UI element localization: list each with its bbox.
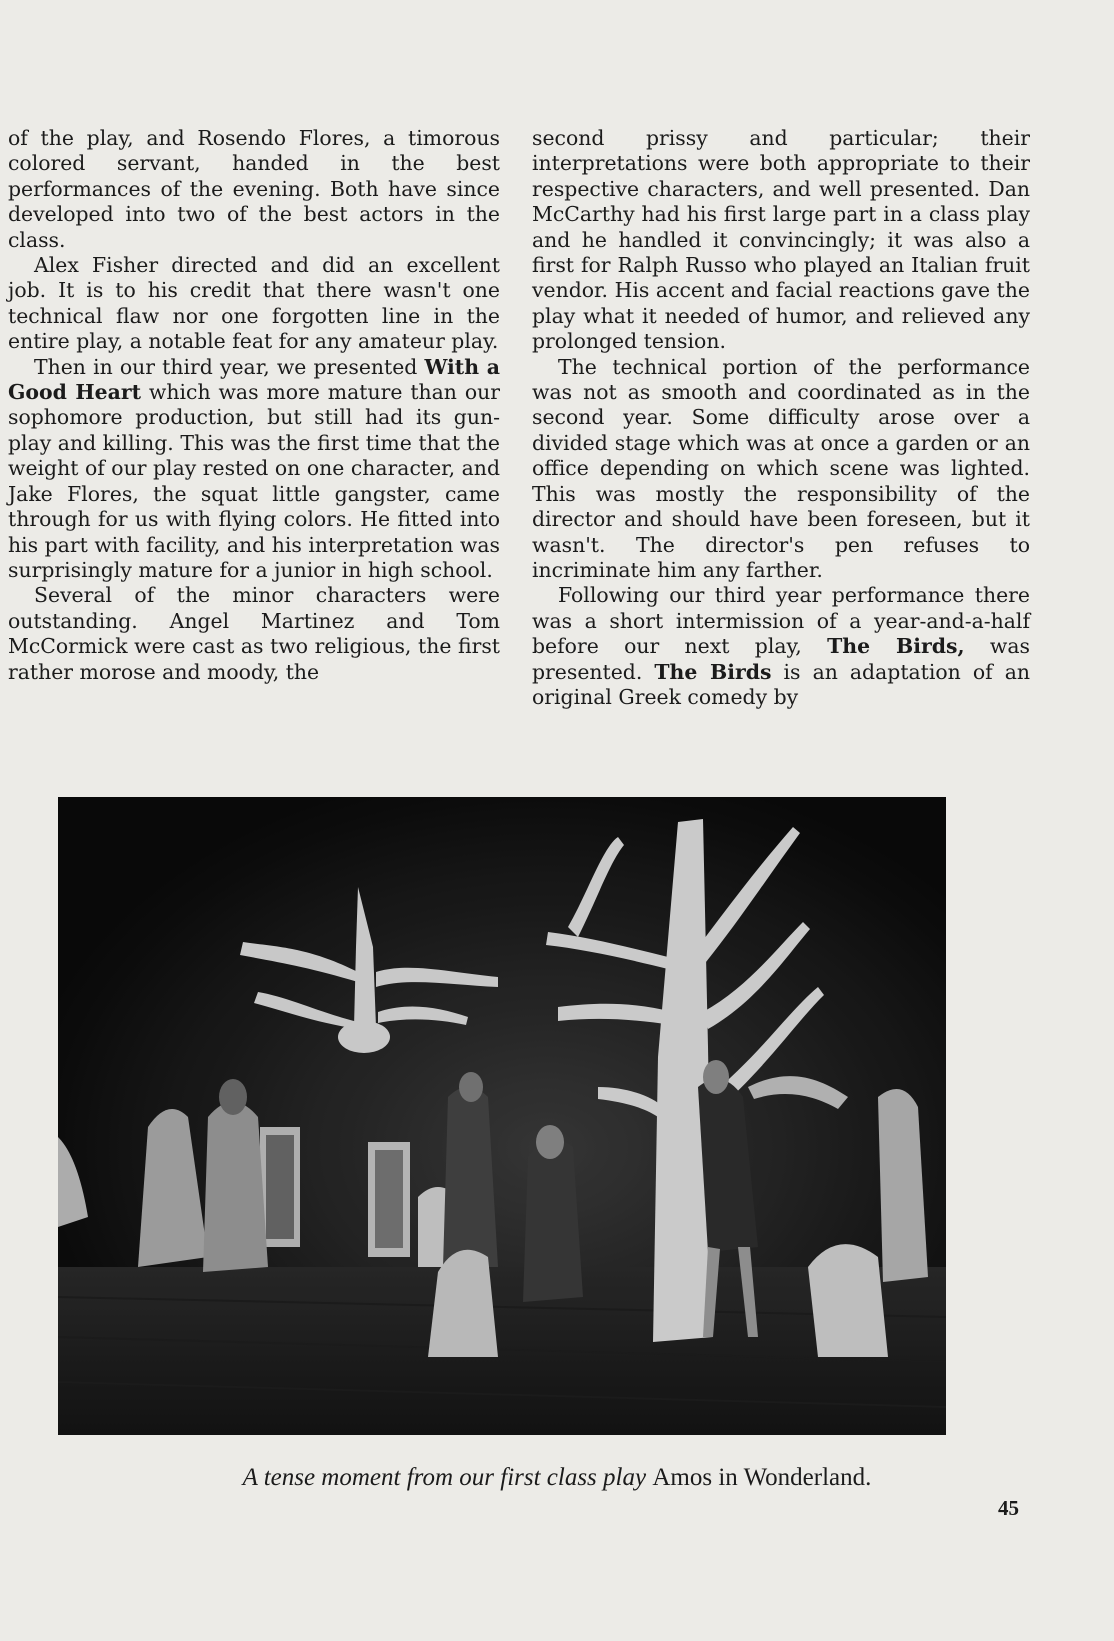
right-text-column	[532, 126, 1030, 710]
paragraph-text: The technical portion of the performance was not as smooth and coordinated as in the second year. Some difficulty arose over a divided stage which was at once a garden or an office depending on which scene was lighted. This was mostly the responsibility of the director and should have been foreseen, but it wasn't. The director's pen refuses to incriminate him any farther.	[532, 354, 1030, 582]
paragraph-text: which was more mature than our sophomore production, but still had its gun-play and killing. This was the first time that the weight of our play rested on one character, and Jake Flores, the squat little gangster, came through for us with flying colors. He fitted into his part with facility, and his interpretation was surprisingly mature for a junior in high school.	[8, 380, 500, 582]
play-title: The Birds	[654, 659, 772, 684]
paragraph	[8, 126, 500, 253]
paragraph	[532, 583, 1030, 710]
play-title: With a Good Heart	[8, 354, 501, 405]
paragraph	[532, 126, 1030, 355]
paragraph-text: Alex Fisher directed and did an excellent job. It is to his credit that there wasn't one technical flaw nor one forgotten line in the entire play, a notable feat for any amateur play.	[8, 253, 500, 354]
left-text-column	[8, 126, 500, 685]
play-title: The Birds,	[827, 634, 965, 659]
page-number: 45	[998, 1496, 1019, 1520]
paragraph-text: Following our third year performance there was a short intermission of a year-and-a-half before our next play,	[532, 583, 1030, 659]
paragraph-text: of the play, and Rosendo Flores, a timorous colored servant, handed in the best performances of the evening. Both have since developed into two of the best actors in the class.	[8, 126, 500, 252]
paragraph-text: Then in our third year, we presented	[34, 354, 425, 379]
photo-caption	[0, 1464, 1114, 1492]
paragraph	[8, 583, 500, 685]
paragraph	[8, 253, 500, 355]
paragraph	[532, 355, 1030, 584]
paragraph-text: second prissy and particular; their interpretations were both appropriate to their respective characters, and well presented. Dan McCarthy had his first large part in a class play and he handled it convincingly; it was also a first for Ralph Russo who played an Italian fruit vendor. His accent and facial reactions gave the play what it needed of humor, and relieved any prolonged tension.	[532, 126, 1030, 354]
paragraph-text: was presented.	[532, 634, 1030, 684]
paragraph-text: is an adaptation of an original Greek comedy by	[532, 659, 1030, 709]
stage-scene-image	[58, 797, 946, 1435]
paragraph-text: Several of the minor characters were outstanding. Angel Martinez and Tom McCormick were cast as two religious, the first rather morose and moody, the	[8, 583, 500, 684]
caption-play-title: Amos in Wonderland.	[652, 1464, 872, 1491]
stage-photograph	[58, 797, 946, 1435]
paragraph	[8, 355, 500, 584]
caption-italic-text: A tense moment from our first class play	[242, 1464, 653, 1491]
